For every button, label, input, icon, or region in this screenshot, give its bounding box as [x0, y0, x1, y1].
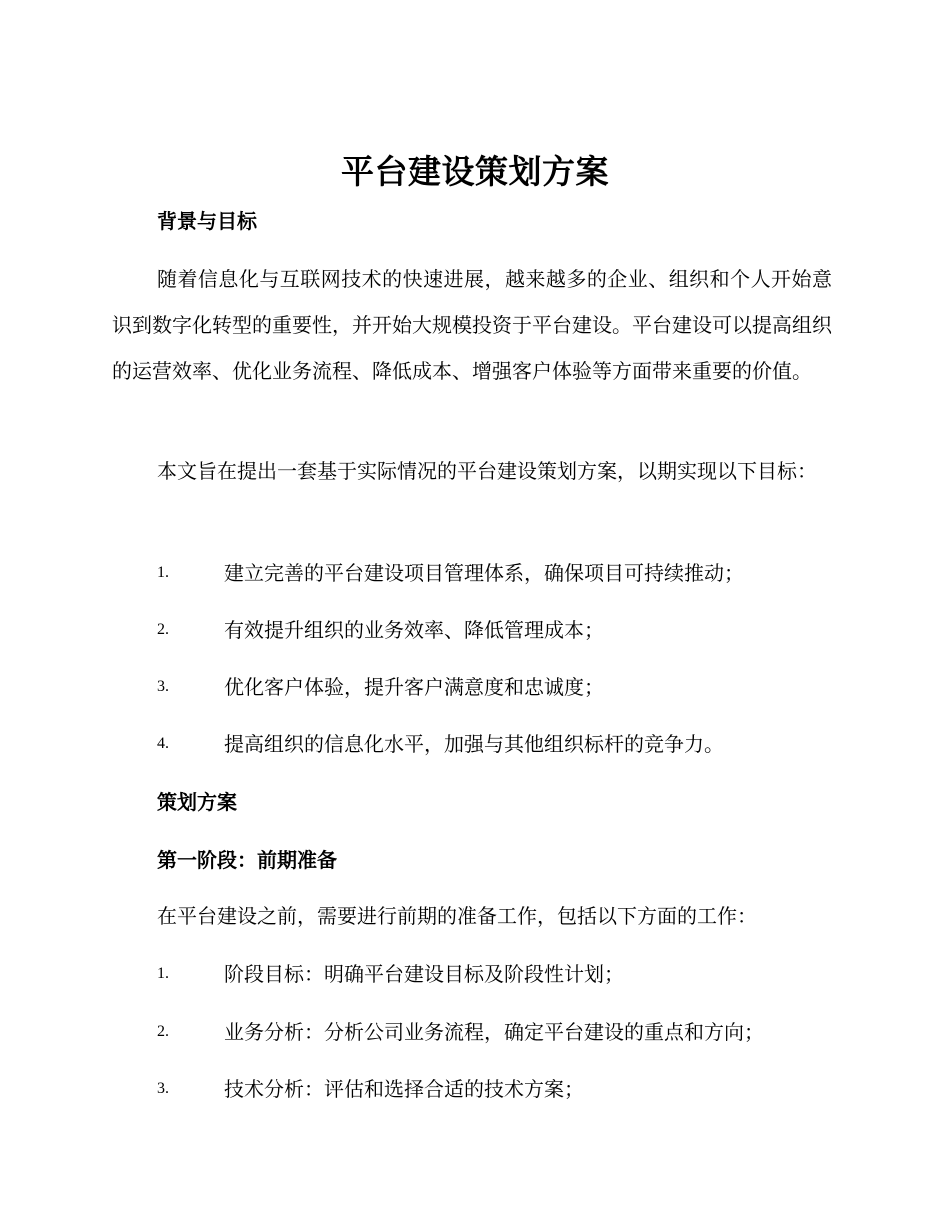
list-number: 1. [157, 564, 169, 581]
phase-heading: 第一阶段：前期准备 [157, 848, 337, 872]
list-text: 阶段目标：明确平台建设目标及阶段性计划； [224, 962, 624, 986]
list-number: 3. [157, 678, 169, 695]
paragraph-background: 随着信息化与互联网技术的快速进展，越来越多的企业、组织和个人开始意识到数字化转型的重要性，并开始大规模投资于平台建设。平台建设可以提高组织的运营效率、优化业务流程、降低成本、增强客户体验等方面带来重要的价值。 [112, 267, 832, 383]
section-heading-background: 背景与目标 [157, 209, 257, 233]
list-text: 业务分析：分析公司业务流程，确定平台建设的重点和方向； [224, 1020, 764, 1044]
section-heading-plan: 策划方案 [157, 790, 237, 814]
list-item [157, 615, 857, 645]
phase-intro: 在平台建设之前，需要进行前期的准备工作，包括以下方面的工作： [157, 904, 757, 928]
list-item [157, 672, 857, 702]
list-number: 4. [157, 735, 169, 752]
list-number: 2. [157, 621, 169, 638]
list-number: 3. [157, 1080, 169, 1097]
list-text: 建立完善的平台建设项目管理体系，确保项目可持续推动； [224, 561, 744, 585]
document-title: 平台建设策划方案 [341, 152, 609, 191]
list-text: 技术分析：评估和选择合适的技术方案； [224, 1077, 584, 1101]
list-item [157, 959, 857, 989]
list-item [157, 1074, 857, 1104]
list-item [157, 1017, 857, 1047]
list-item [157, 558, 857, 588]
list-number: 2. [157, 1023, 169, 1040]
list-item [157, 729, 857, 759]
list-text: 优化客户体验，提升客户满意度和忠诚度； [224, 675, 604, 699]
list-text: 提高组织的信息化水平，加强与其他组织标杆的竞争力。 [224, 732, 724, 756]
paragraph-goals-intro: 本文旨在提出一套基于实际情况的平台建设策划方案，以期实现以下目标： [157, 459, 817, 483]
list-number: 1. [157, 965, 169, 982]
list-text: 有效提升组织的业务效率、降低管理成本； [224, 618, 604, 642]
